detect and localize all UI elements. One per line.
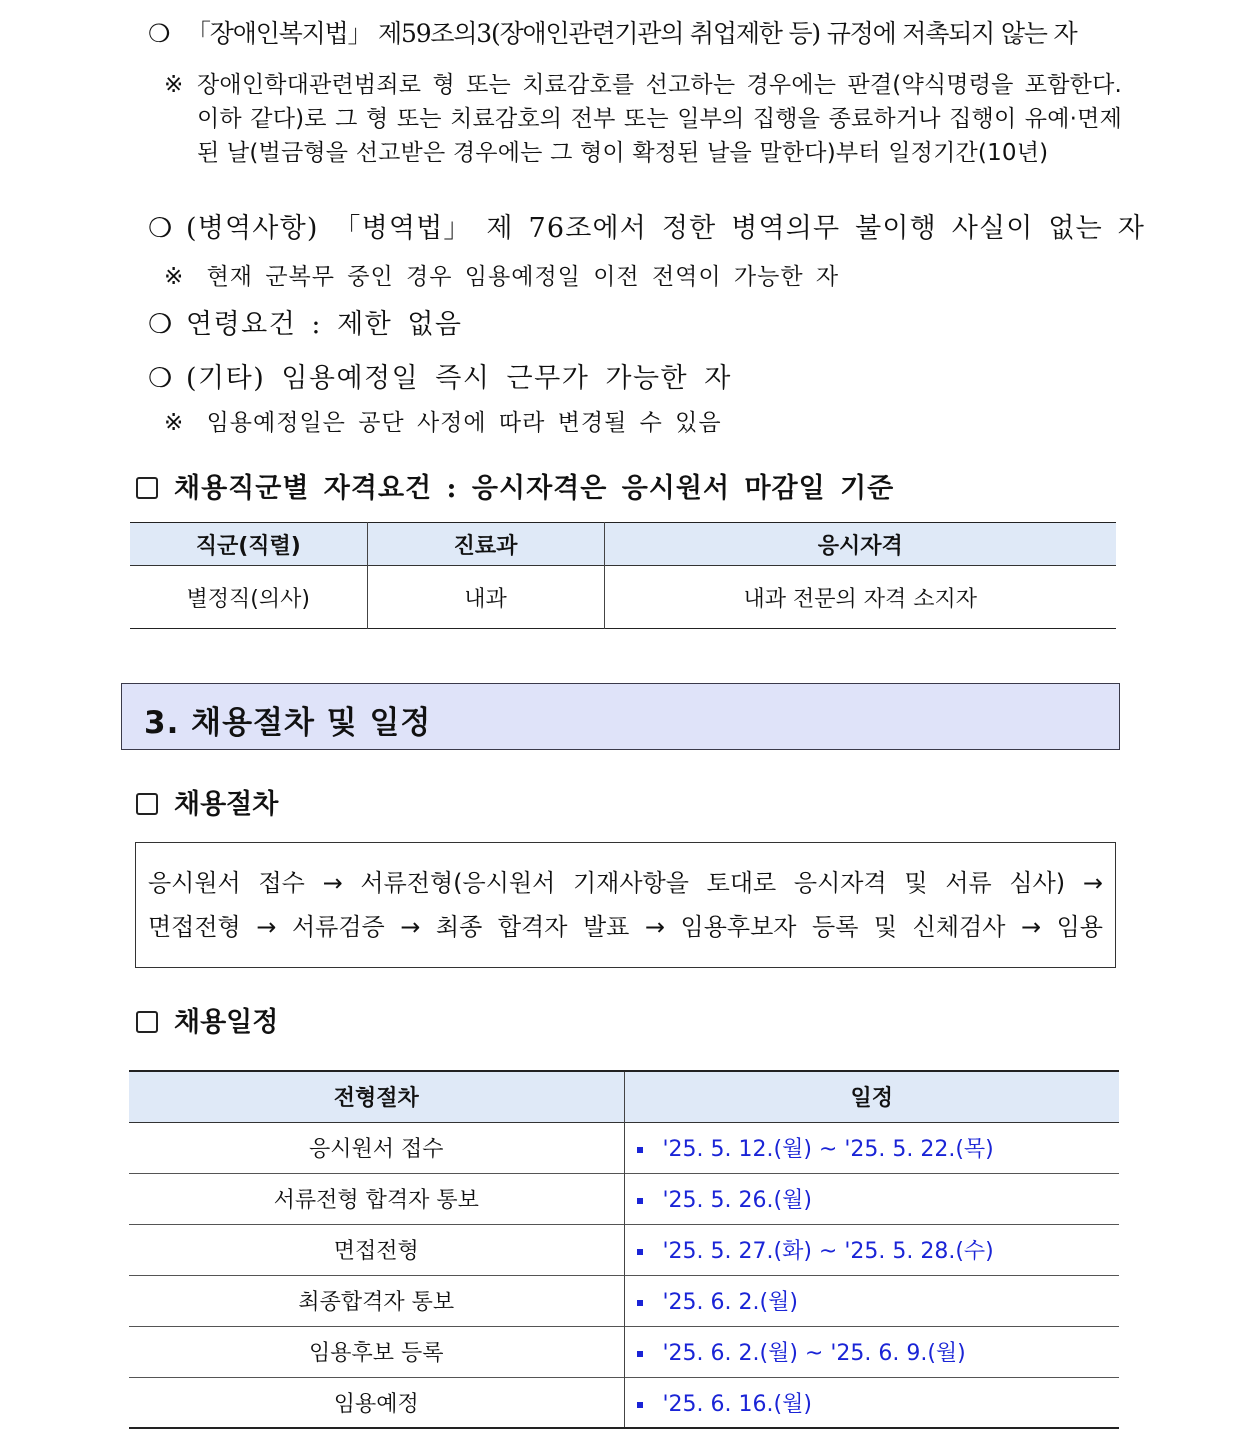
square-checkbox-icon bbox=[136, 793, 158, 815]
eligibility-note-military: ※ 현재 군복무 중인 경우 임용예정일 이전 전역이 가능한 자 bbox=[164, 264, 840, 290]
column-header: 진료과 bbox=[367, 523, 604, 566]
column-header: 전형절차 bbox=[129, 1071, 624, 1122]
schedule-date: '25. 6. 2.(월) ~ '25. 6. 9.(월) bbox=[624, 1326, 1119, 1377]
schedule-date: '25. 6. 2.(월) bbox=[624, 1275, 1119, 1326]
square-bullet-icon bbox=[637, 1249, 643, 1255]
column-header: 응시자격 bbox=[604, 523, 1116, 566]
reference-mark-icon: ※ bbox=[164, 264, 185, 290]
circle-bullet-icon: ❍ bbox=[148, 19, 170, 48]
schedule-date: '25. 6. 16.(월) bbox=[624, 1377, 1119, 1428]
procedure-line: 면접전형 → 서류검증 → 최종 합격자 발표 → 임용후보자 등록 및 신체검사 → 임용 bbox=[148, 913, 1103, 941]
qualification-heading: 채용직군별 자격요건 : 응시자격은 응시원서 마감일 기준 bbox=[136, 466, 894, 505]
square-bullet-icon bbox=[637, 1351, 643, 1357]
table-cell: 내과 전문의 자격 소지자 bbox=[743, 586, 977, 612]
section-title: 3. 채용절차 및 일정 bbox=[144, 705, 432, 741]
schedule-stage: 면접전형 bbox=[129, 1224, 624, 1275]
eligibility-item-military: ❍ (병역사항) 「병역법」 제 76조에서 정한 병역의무 불이행 사실이 없는 자 bbox=[148, 213, 1145, 244]
schedule-date: '25. 5. 26.(월) bbox=[624, 1173, 1119, 1224]
square-bullet-icon bbox=[637, 1402, 643, 1408]
table-row bbox=[129, 1122, 1119, 1173]
table-row bbox=[129, 1377, 1119, 1428]
schedule-stage: 서류전형 합격자 통보 bbox=[129, 1173, 624, 1224]
eligibility-note-date-change: ※ 임용예정일은 공단 사정에 따라 변경될 수 있음 bbox=[164, 410, 722, 436]
reference-mark-icon: ※ bbox=[164, 72, 184, 98]
table-header-row bbox=[130, 523, 1116, 566]
eligibility-item-availability: ❍ (기타) 임용예정일 즉시 근무가 가능한 자 bbox=[148, 363, 732, 394]
reference-mark-icon: ※ bbox=[164, 410, 185, 436]
eligibility-note-abuse-crime: ※ 장애인학대관련범죄로 형 또는 치료감호를 선고하는 경우에는 판결(약식명령을 포함한다. 이하 같다)로 그 형 또는 치료감호의 전부 또는 일부의 집행을 종료하거나 집행이 유예·면제된 날(벌금형을 선고받은 경우에는 그 형이 확정된 날을 말한다)부터 일정기간(10년) bbox=[164, 68, 1122, 170]
table-row bbox=[129, 1173, 1119, 1224]
table-cell: 별정직(의사) bbox=[130, 566, 367, 629]
table-row bbox=[129, 1326, 1119, 1377]
schedule-stage: 최종합격자 통보 bbox=[129, 1275, 624, 1326]
circle-bullet-icon: ❍ bbox=[148, 309, 174, 340]
square-bullet-icon bbox=[637, 1300, 643, 1306]
schedule-stage: 응시원서 접수 bbox=[129, 1122, 624, 1173]
column-header: 일정 bbox=[624, 1071, 1119, 1122]
procedure-line: 응시원서 접수 → 서류전형(응시원서 기재사항을 토대로 응시자격 및 서류 심사) → bbox=[148, 869, 1103, 897]
column-header: 직군(직렬) bbox=[130, 523, 367, 566]
table-row bbox=[129, 1224, 1119, 1275]
schedule-date: '25. 5. 27.(화) ~ '25. 5. 28.(수) bbox=[624, 1224, 1119, 1275]
schedule-stage: 임용예정 bbox=[129, 1377, 624, 1428]
eligibility-item-disability-law: ❍ 「장애인복지법」 제59조의3(장애인관련기관의 취업제한 등) 규정에 저촉되지 않는 자 bbox=[148, 19, 1077, 48]
schedule-date: '25. 5. 12.(월) ~ '25. 5. 22.(목) bbox=[624, 1122, 1119, 1173]
table-cell: 내과 bbox=[367, 566, 604, 629]
table-header-row bbox=[129, 1071, 1119, 1122]
procedure-box bbox=[135, 842, 1116, 968]
table-row bbox=[130, 566, 1116, 629]
square-bullet-icon bbox=[637, 1198, 643, 1204]
circle-bullet-icon: ❍ bbox=[148, 363, 174, 394]
schedule-table bbox=[129, 1070, 1119, 1429]
square-checkbox-icon bbox=[136, 477, 158, 499]
schedule-stage: 임용후보 등록 bbox=[129, 1326, 624, 1377]
square-checkbox-icon bbox=[136, 1011, 158, 1033]
table-row bbox=[129, 1275, 1119, 1326]
eligibility-item-age: ❍ 연령요건 : 제한 없음 bbox=[148, 309, 463, 340]
square-bullet-icon bbox=[637, 1147, 643, 1153]
circle-bullet-icon: ❍ bbox=[148, 213, 174, 244]
schedule-heading: 채용일정 bbox=[136, 1000, 278, 1039]
section-title-bar bbox=[121, 683, 1120, 750]
procedure-heading: 채용절차 bbox=[136, 782, 278, 821]
qualification-table bbox=[130, 522, 1116, 629]
